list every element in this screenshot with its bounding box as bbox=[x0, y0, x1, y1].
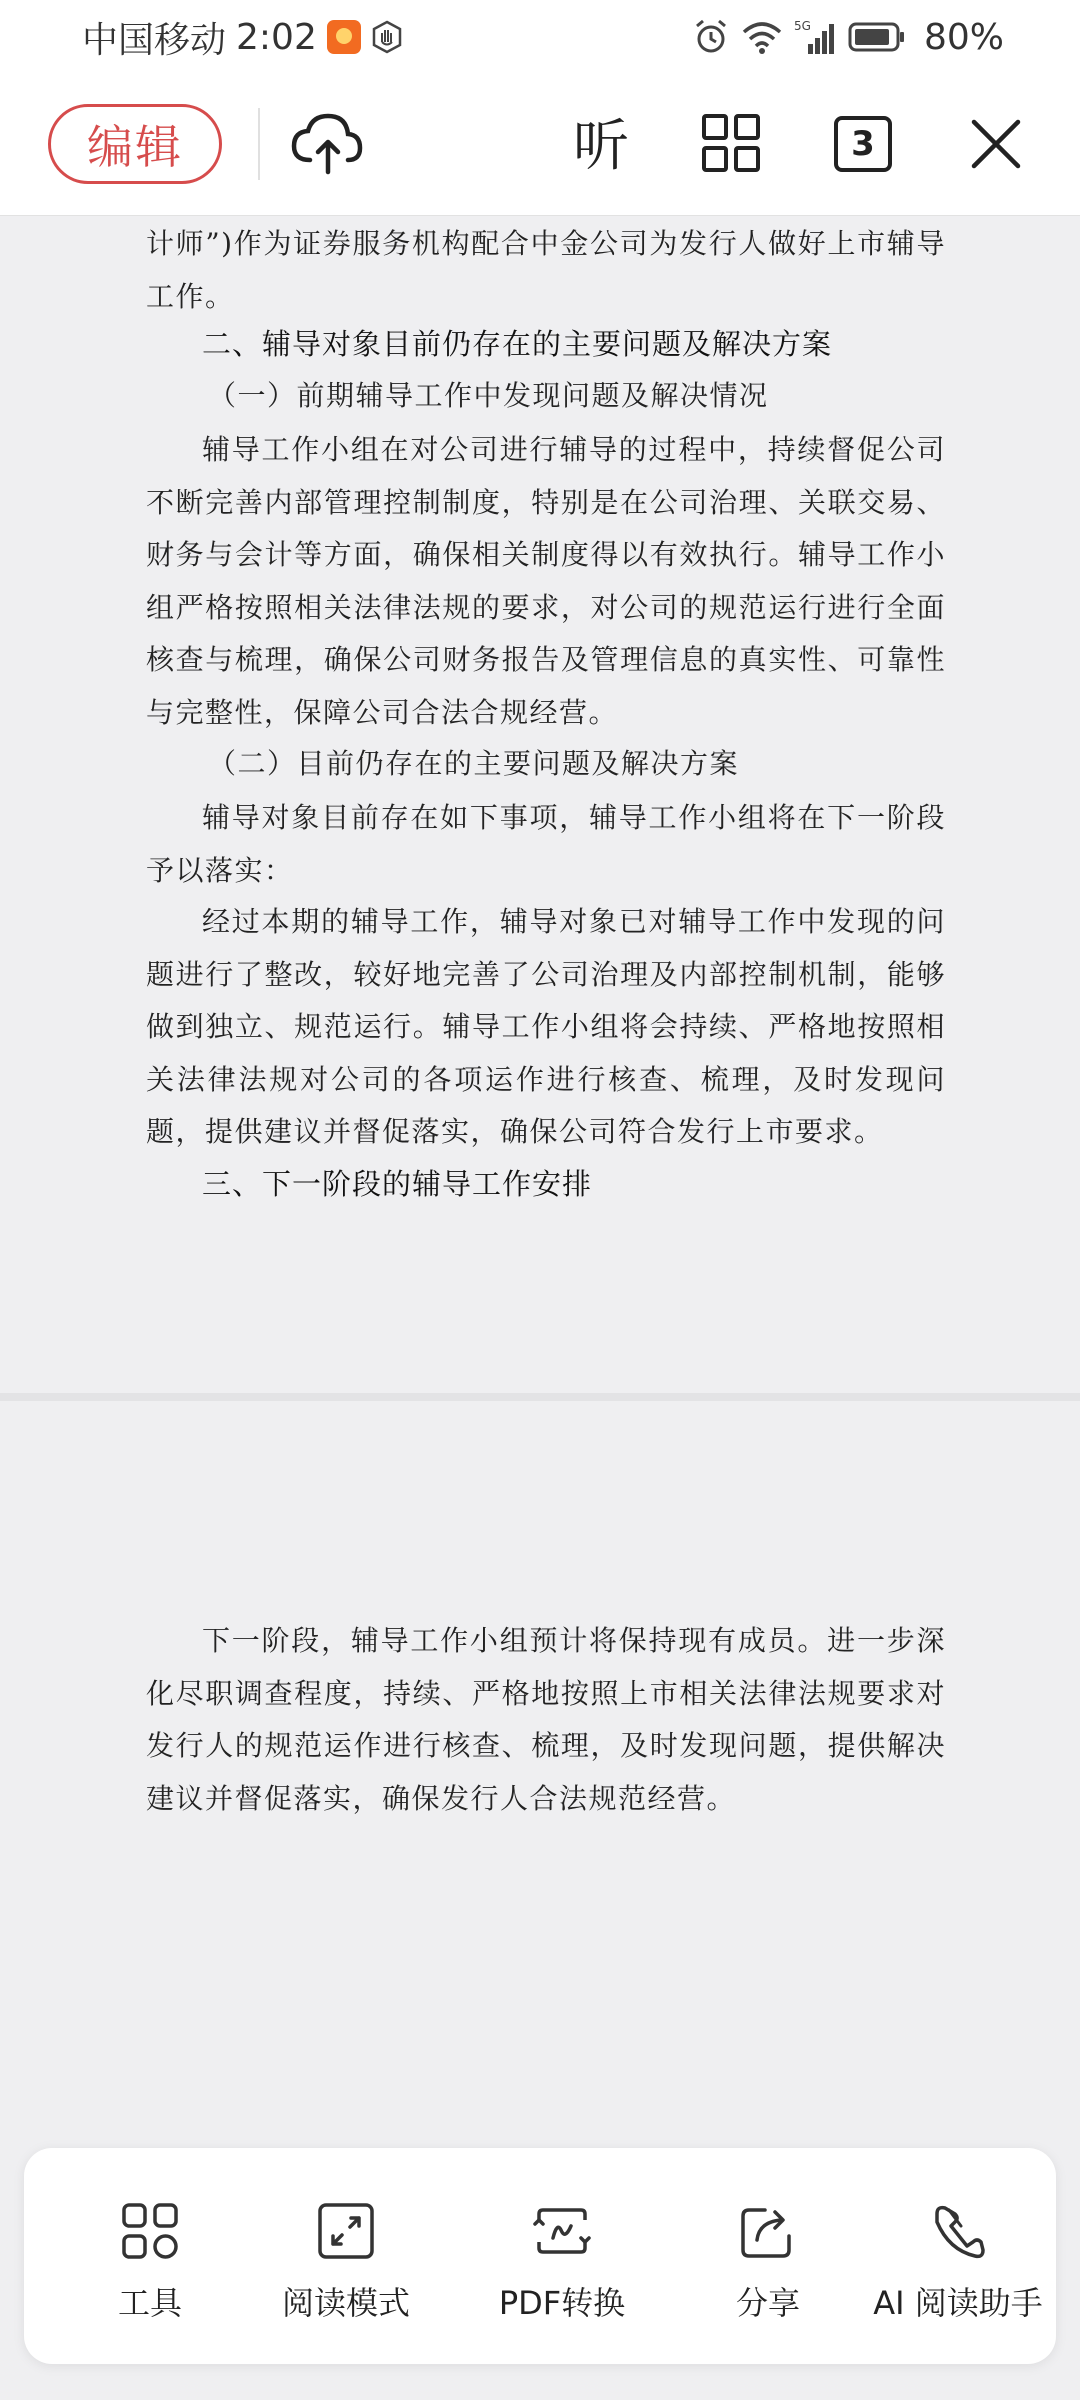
paragraph-progress: 经过本期的辅导工作，辅导对象已对辅导工作中发现的问题进行了整改，较好地完善了公司治理及内部控制机制，能够做到独立、规范运行。辅导工作小组将会持续、严格地按照相关法律法规对公司的各项运作进行核查、梳理，及时发现问题，提供建议并督促落实，确保公司符合发行上市要求。 bbox=[146, 905, 946, 1148]
paragraph-rectification: 辅导工作小组在对公司进行辅导的过程中，持续督促公司不断完善内部管理控制制度，特别是在公司治理、关联交易、财务与会计等方面，确保相关制度得以有效执行。辅导工作小组严格按照相关法律法规的要求，对公司的规范运行进行全面核查与梳理，确保公司财务报告及管理信息的真实性、可靠性与完整性，保障公司合法合规经营。 bbox=[146, 433, 946, 729]
ai-assistant-label: AI 阅读助手 bbox=[873, 2284, 1043, 2322]
battery-percentage: 80% bbox=[923, 16, 1004, 58]
reading-mode-label: 阅读模式 bbox=[281, 2284, 410, 2322]
close-icon[interactable] bbox=[968, 116, 1024, 172]
hand-notification-icon bbox=[371, 20, 403, 54]
paragraph-next-phase: 下一阶段，辅导工作小组预计将保持现有成员。进一步深化尽职调查程度，持续、严格地按照上市相关法律法规要求对发行人的规范运作进行核查、梳理，及时发现问题，提供解决建议并督促落实，确保发行人合法规范经营。 bbox=[146, 1624, 946, 1815]
carrier-label: 中国移动 bbox=[82, 19, 227, 61]
share-label: 分享 bbox=[735, 2284, 800, 2322]
share-button[interactable] bbox=[678, 2148, 858, 2364]
page-count-button[interactable]: 3 bbox=[834, 116, 892, 172]
reading-mode-icon bbox=[315, 2200, 377, 2262]
toolbar-divider bbox=[258, 108, 260, 180]
cloud-upload-icon[interactable] bbox=[288, 108, 368, 180]
pdf-convert-icon bbox=[531, 2200, 593, 2262]
bottom-action-bar bbox=[24, 2148, 1056, 2364]
document-page-3 bbox=[0, 216, 1080, 1393]
subsection-heading-1: （一）前期辅导工作中发现问题及解决情况 bbox=[208, 379, 769, 412]
cellular-signal-icon bbox=[794, 18, 838, 56]
app-notification-icon bbox=[327, 20, 361, 54]
pdf-convert-label: PDF转换 bbox=[498, 2284, 626, 2322]
alarm-icon bbox=[692, 18, 730, 56]
status-bar bbox=[0, 0, 1080, 72]
pdf-convert-button[interactable] bbox=[452, 2148, 672, 2364]
subsection-heading-2: （二）目前仍存在的主要问题及解决方案 bbox=[208, 747, 740, 780]
status-left bbox=[82, 12, 403, 62]
tools-label: 工具 bbox=[117, 2284, 182, 2322]
status-right bbox=[692, 12, 1004, 62]
edit-button[interactable]: 编辑 bbox=[48, 104, 222, 184]
section-heading-2: 二、辅导对象目前仍存在的主要问题及解决方案 bbox=[202, 327, 833, 361]
document-toolbar bbox=[0, 72, 1080, 216]
share-icon bbox=[737, 2200, 799, 2262]
page-separator bbox=[0, 1393, 1080, 1401]
svg-text:5G: 5G bbox=[793, 19, 811, 33]
listen-button[interactable]: 听 bbox=[573, 114, 629, 179]
section-heading-3: 三、下一阶段的辅导工作安排 bbox=[202, 1167, 593, 1201]
wifi-icon bbox=[740, 18, 784, 56]
paragraph-continuation: 计师”)作为证券服务机构配合中金公司为发行人做好上市辅导工作。 bbox=[146, 227, 946, 313]
ai-assistant-button[interactable] bbox=[860, 2148, 1056, 2364]
clock-time: 2:02 bbox=[236, 16, 317, 58]
paragraph-pending-items: 辅导对象目前存在如下事项，辅导工作小组将在下一阶段予以落实： bbox=[146, 801, 946, 887]
grid-view-icon[interactable] bbox=[700, 112, 762, 174]
reading-mode-button[interactable] bbox=[246, 2148, 446, 2364]
ai-assistant-icon bbox=[927, 2200, 989, 2262]
tools-button[interactable] bbox=[62, 2148, 238, 2364]
battery-icon bbox=[848, 21, 906, 53]
tools-icon bbox=[119, 2200, 181, 2262]
